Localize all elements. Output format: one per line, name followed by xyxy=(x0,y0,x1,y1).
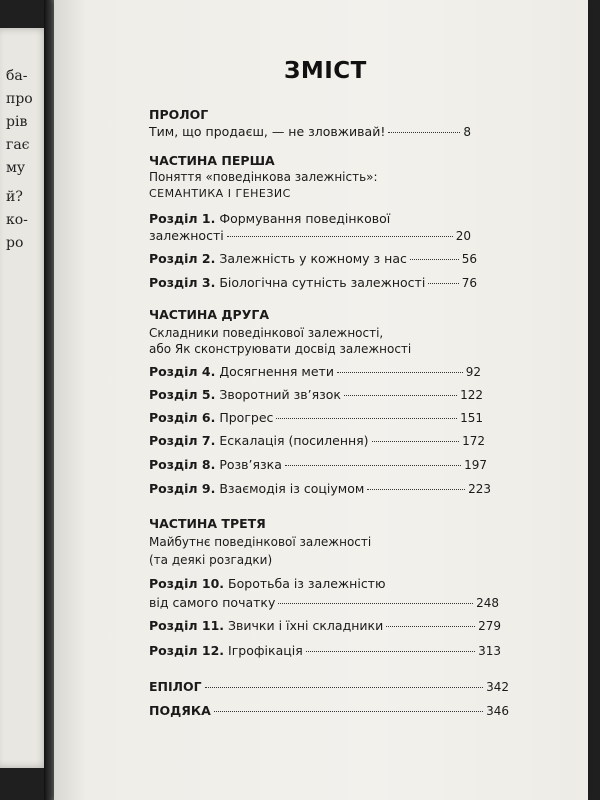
toc-entry-ch1-line1[interactable]: Розділ 1. Формування поведінкової xyxy=(149,211,391,226)
left-fragment: му xyxy=(6,160,26,176)
page-number: 8 xyxy=(463,125,471,139)
prologue-heading: ПРОЛОГ xyxy=(149,107,209,122)
part1-heading: ЧАСТИНА ПЕРША xyxy=(149,153,275,168)
left-fragment: гає xyxy=(6,137,30,153)
toc-entry-ch10-line1[interactable]: Розділ 10. Боротьба із залежністю xyxy=(149,576,386,591)
part3-heading: ЧАСТИНА ТРЕТЯ xyxy=(149,516,266,531)
left-fragment: й? xyxy=(6,189,23,205)
toc-entry-ch2[interactable]: Розділ 2. Залежність у кожному з нас 56 xyxy=(149,251,477,266)
toc-entry-ch9[interactable]: Розділ 9. Взаємодія із соціумом 223 xyxy=(149,481,491,496)
page-number: 151 xyxy=(460,411,483,425)
page-number: 342 xyxy=(486,680,509,694)
toc-entry-ch8[interactable]: Розділ 8. Розв’язка 197 xyxy=(149,457,487,472)
page-number: 313 xyxy=(478,644,501,658)
left-fragment: про xyxy=(6,91,33,107)
page-number: 56 xyxy=(461,252,477,266)
page-number: 76 xyxy=(461,276,477,290)
part1-subtitle-line1: Поняття «поведінкова залежність»: xyxy=(149,170,378,184)
page-number: 172 xyxy=(462,434,485,448)
part2-heading: ЧАСТИНА ДРУГА xyxy=(149,307,269,322)
toc-entry-ch4[interactable]: Розділ 4. Досягнення мети 92 xyxy=(149,364,481,379)
left-fragment: ко- xyxy=(6,212,28,228)
toc-entry-ch7[interactable]: Розділ 7. Ескалація (посилення) 172 xyxy=(149,433,485,448)
part2-subtitle-line2: або Як сконструювати досвід залежності xyxy=(149,342,412,356)
page-number: 20 xyxy=(455,229,471,243)
toc-entry-ch12[interactable]: Розділ 12. Ігрофікація 313 xyxy=(149,643,501,658)
toc-entry-ch3[interactable]: Розділ 3. Біологічна сутність залежності 76 xyxy=(149,275,477,290)
toc-entry-thanks[interactable]: ПОДЯКА 346 xyxy=(149,703,509,718)
page-number: 122 xyxy=(460,388,483,402)
page-number: 223 xyxy=(468,482,491,496)
left-fragment: ба- xyxy=(6,68,28,84)
toc-entry-ch10-line2[interactable]: від самого початку 248 xyxy=(149,595,499,610)
toc-page xyxy=(54,0,588,800)
part2-subtitle-line1: Складники поведінкової залежності, xyxy=(149,326,384,340)
toc-entry-ch1-line2[interactable]: залежності 20 xyxy=(149,228,471,243)
toc-entry-epilogue[interactable]: ЕПІЛОГ 342 xyxy=(149,679,509,694)
toc-entry-ch6[interactable]: Розділ 6. Прогрес 151 xyxy=(149,410,483,425)
page-number: 197 xyxy=(464,458,487,472)
left-fragment: рів xyxy=(6,114,28,130)
page-number: 92 xyxy=(465,365,481,379)
left-page-edge xyxy=(0,28,48,768)
toc-entry-prologue[interactable]: Тим, що продаєш, — не зловживай! 8 xyxy=(149,124,471,139)
part1-subtitle-line2: СЕМАНТИКА І ГЕНЕЗИС xyxy=(149,187,291,200)
page-number: 346 xyxy=(486,704,509,718)
left-fragment: ро xyxy=(6,235,24,251)
part3-subtitle-line2: (та деякі розгадки) xyxy=(149,553,273,567)
page-number: 279 xyxy=(478,619,501,633)
page-title: ЗМІСТ xyxy=(284,58,367,84)
part3-subtitle-line1: Майбутнє поведінкової залежності xyxy=(149,535,372,549)
toc-entry-ch5[interactable]: Розділ 5. Зворотний зв’язок 122 xyxy=(149,387,483,402)
page-number: 248 xyxy=(476,596,499,610)
toc-entry-ch11[interactable]: Розділ 11. Звички і їхні складники 279 xyxy=(149,618,501,633)
